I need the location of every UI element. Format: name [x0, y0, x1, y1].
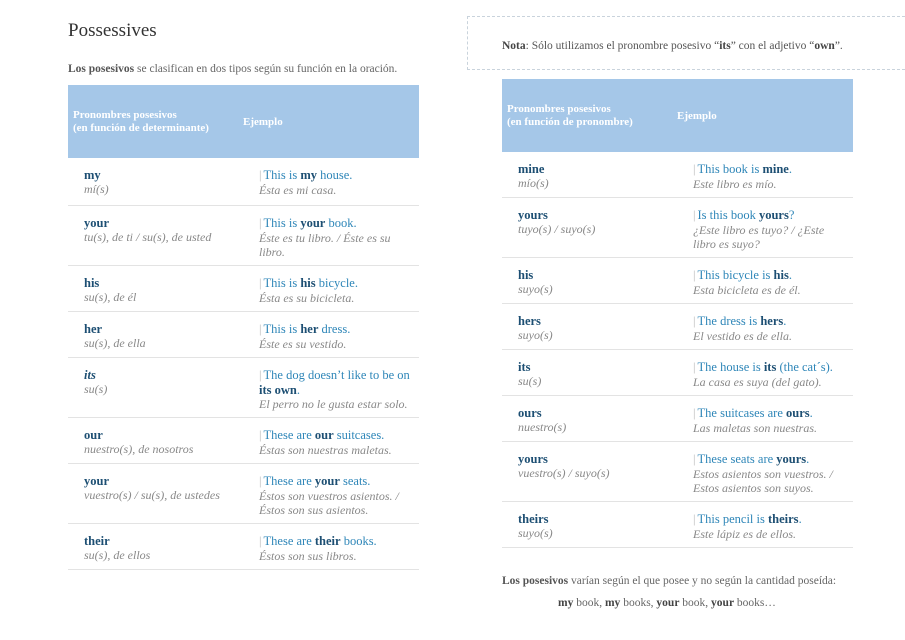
table-header	[502, 79, 853, 152]
example-possessive: my	[558, 597, 574, 609]
pronoun-translation: su(s), de ella	[84, 336, 146, 350]
example-sentence	[693, 314, 847, 329]
example-translation: El vestido es de ella.	[693, 328, 792, 343]
pronoun: his	[518, 268, 534, 282]
example-noun: book,	[573, 597, 605, 609]
pronoun-translation: su(s), de ellos	[84, 548, 151, 562]
example-sentence	[693, 406, 847, 421]
page-title: Possessives	[68, 20, 157, 41]
bullet-bar-icon: |	[259, 168, 262, 182]
example-sentence	[693, 268, 847, 283]
pronoun-translation: su(s)	[84, 382, 108, 396]
example-cell	[693, 268, 853, 303]
pronoun-cell	[68, 474, 259, 523]
header-pronouns	[68, 109, 243, 135]
table-body	[68, 158, 419, 570]
bullet-bar-icon: |	[693, 406, 696, 420]
pronoun-translation: su(s), de él	[84, 290, 137, 304]
example-noun: books,	[620, 597, 657, 609]
example-text: This is	[263, 168, 301, 182]
bullet-bar-icon: |	[259, 534, 262, 548]
table-row	[68, 524, 419, 570]
pronoun-cell	[68, 322, 259, 357]
table-row	[68, 266, 419, 312]
example-translation: ¿Este libro es tuyo? / ¿Este libro es suyo?	[693, 222, 825, 251]
example-sentence	[259, 474, 413, 489]
example-cell	[259, 368, 419, 417]
bullet-bar-icon: |	[259, 322, 262, 336]
example-possessive: hers	[760, 314, 784, 328]
header-line: Pronombres posesivos	[507, 102, 611, 115]
example-cell	[259, 428, 419, 463]
example-text: This is	[263, 322, 301, 336]
pronoun-translation: suyo(s)	[518, 526, 553, 540]
bullet-bar-icon: |	[259, 368, 262, 382]
pronoun: our	[84, 428, 103, 442]
pronoun-cell	[68, 216, 259, 265]
example-cell	[693, 452, 853, 501]
example-possessive: mine	[762, 162, 789, 176]
bullet-bar-icon: |	[693, 268, 696, 282]
pronoun-translation: tuyo(s) / suyo(s)	[518, 222, 596, 236]
note-text	[502, 40, 843, 52]
bottom-note-bold: Los posesivos	[502, 575, 569, 587]
example-sentence	[259, 168, 413, 183]
pronoun: their	[84, 534, 110, 548]
bullet-bar-icon: |	[259, 216, 262, 230]
pronoun-cell	[502, 268, 693, 303]
pronoun-possessives-table	[502, 79, 853, 548]
pronoun: his	[84, 276, 100, 290]
example-cell	[259, 534, 419, 569]
pronoun: my	[84, 168, 101, 182]
example-text: (the cat´s).	[776, 360, 833, 374]
example-text: book.	[325, 216, 357, 230]
example-text: This is	[263, 216, 301, 230]
example-cell	[259, 276, 419, 311]
example-translation: La casa es suya (del gato).	[693, 374, 822, 389]
example-text: .	[788, 268, 792, 282]
example-text: The house is	[697, 360, 764, 374]
example-text: seats.	[339, 474, 371, 488]
example-translation: Este libro es mío.	[693, 176, 777, 191]
pronoun-cell	[68, 534, 259, 569]
example-cell	[259, 216, 419, 265]
example-translation: El perro no le gusta estar solo.	[259, 397, 408, 411]
example-possessive: your	[656, 597, 680, 609]
example-sentence	[259, 276, 413, 291]
example-possessive: his	[300, 276, 316, 290]
table-row	[502, 198, 853, 258]
bullet-bar-icon: |	[693, 452, 696, 466]
table-row	[68, 206, 419, 266]
pronoun: yours	[518, 452, 548, 466]
example-possessive: your	[300, 216, 326, 230]
example-cell	[693, 314, 853, 349]
example-sentence	[259, 216, 413, 231]
example-possessive: ours	[786, 406, 810, 420]
header-line: (en función de pronombre)	[507, 115, 633, 128]
bullet-bar-icon: |	[259, 276, 262, 290]
example-possessive: your	[314, 474, 340, 488]
example-translation: Las maletas son nuestras.	[693, 420, 818, 435]
example-sentence	[693, 360, 847, 375]
example-cell	[693, 162, 853, 197]
note-label: Nota	[502, 40, 526, 52]
bullet-bar-icon: |	[259, 428, 262, 442]
pronoun: your	[84, 216, 109, 230]
pronoun: its	[518, 360, 531, 374]
pronoun: mine	[518, 162, 545, 176]
example-text: .	[296, 382, 300, 397]
bottom-note-rest: varían según el que posee y no según la cantidad poseída:	[568, 575, 837, 587]
example-text: The suitcases are	[697, 406, 787, 420]
example-noun: book,	[679, 597, 712, 609]
pronoun-translation: tu(s), de ti / su(s), de usted	[84, 230, 212, 244]
example-translation: Éste es su vestido.	[259, 336, 347, 351]
pronoun-cell	[68, 368, 259, 417]
intro-rest: se clasifican en dos tipos según su función en la oración.	[134, 63, 398, 75]
example-translation: Éste es tu libro. / Éste es su libro.	[259, 230, 391, 259]
example-possessive: our	[314, 428, 334, 442]
table-row	[502, 304, 853, 350]
example-sentence	[693, 452, 847, 467]
example-cell	[693, 208, 853, 257]
example-text: Is this book	[697, 208, 759, 222]
example-cell	[693, 512, 853, 547]
pronoun-translation: vuestro(s) / suyo(s)	[518, 466, 610, 480]
table-row	[68, 158, 419, 206]
intro-text	[68, 63, 397, 75]
bullet-bar-icon: |	[693, 512, 696, 526]
example-sentence	[693, 208, 847, 223]
header-example: Ejemplo	[677, 109, 717, 122]
note-part: ” con el adjetivo “	[730, 40, 815, 52]
example-possessive: your	[711, 597, 735, 609]
example-text: This book is	[697, 162, 763, 176]
table-row	[502, 258, 853, 304]
pronoun: theirs	[518, 512, 549, 526]
table-body	[502, 152, 853, 548]
example-cell	[259, 322, 419, 357]
example-text: This pencil is	[697, 512, 768, 526]
example-possessive: its	[763, 360, 777, 374]
example-translation: Este lápiz es de ellos.	[693, 526, 796, 541]
example-possessive: my	[300, 168, 317, 182]
example-translation: Esta bicicleta es de él.	[693, 282, 801, 297]
pronoun-translation: nuestro(s)	[518, 420, 567, 434]
example-text: These are	[263, 428, 315, 442]
bullet-bar-icon: |	[259, 474, 262, 488]
example-translation: Ésta es su bicicleta.	[259, 290, 355, 305]
pronoun-translation: suyo(s)	[518, 328, 553, 342]
example-possessive: her	[300, 322, 319, 336]
header-pronouns	[502, 103, 677, 129]
table-header	[68, 85, 419, 158]
pronoun-translation: su(s)	[518, 374, 542, 388]
example-sentence	[693, 162, 847, 177]
example-sentence	[693, 512, 847, 527]
table-row	[502, 152, 853, 198]
example-text: These are	[263, 474, 315, 488]
bottom-examples	[558, 597, 776, 609]
header-line: Pronombres posesivos	[73, 108, 177, 121]
table-row	[502, 396, 853, 442]
pronoun-cell	[502, 512, 693, 547]
example-translation: Éstas son nuestras maletas.	[259, 442, 392, 457]
example-sentence	[259, 534, 413, 549]
example-possessive: their	[314, 534, 341, 548]
example-noun: books…	[734, 597, 776, 609]
pronoun-translation: vuestro(s) / su(s), de ustedes	[84, 488, 220, 502]
example-possessive: its own	[259, 382, 297, 397]
example-text: This is	[263, 276, 301, 290]
table-row	[502, 350, 853, 396]
example-text: These are	[263, 534, 315, 548]
pronoun-translation: nuestro(s), de nosotros	[84, 442, 194, 456]
example-translation: Éstos son vuestros asientos. / Éstos son sus asientos.	[259, 488, 399, 517]
pronoun-cell	[502, 162, 693, 197]
header-line: (en función de determinante)	[73, 121, 209, 134]
example-cell	[693, 360, 853, 395]
pronoun: your	[84, 474, 109, 488]
table-row	[502, 502, 853, 548]
example-cell	[693, 406, 853, 441]
example-cell	[259, 168, 419, 205]
table-row	[68, 418, 419, 464]
pronoun: yours	[518, 208, 548, 222]
bottom-note	[502, 575, 836, 587]
pronoun: ours	[518, 406, 542, 420]
example-text: The dress is	[697, 314, 761, 328]
example-text: .	[798, 512, 802, 526]
example-text: The dog doesn’t like to be on	[263, 368, 410, 382]
pronoun: her	[84, 322, 103, 336]
pronoun-cell	[502, 314, 693, 349]
note-part: ”.	[834, 40, 843, 52]
intro-bold: Los posesivos	[68, 63, 135, 75]
example-text: dress.	[318, 322, 351, 336]
pronoun-cell	[502, 452, 693, 501]
example-sentence	[259, 368, 413, 397]
example-sentence	[259, 322, 413, 337]
bullet-bar-icon: |	[693, 360, 696, 374]
pronoun-translation: mío(s)	[518, 176, 549, 190]
pronoun-cell	[502, 406, 693, 441]
example-text: suitcases.	[333, 428, 385, 442]
bullet-bar-icon: |	[693, 314, 696, 328]
pronoun: hers	[518, 314, 541, 328]
pronoun-translation: suyo(s)	[518, 282, 553, 296]
example-text: These seats are	[697, 452, 777, 466]
example-text: bicycle.	[315, 276, 358, 290]
example-cell	[259, 474, 419, 523]
example-text: .	[788, 162, 792, 176]
example-translation: Estos asientos son vuestros. / Estos asientos son suyos.	[693, 466, 833, 495]
pronoun-translation: mí(s)	[84, 182, 109, 196]
example-translation: Éstos son sus libros.	[259, 548, 357, 563]
table-row	[68, 358, 419, 418]
determiner-possessives-table	[68, 85, 419, 570]
example-possessive: my	[604, 597, 621, 609]
table-row	[68, 464, 419, 524]
example-possessive: yours	[776, 452, 807, 466]
note-part: : Sólo utilizamos el pronombre posesivo “	[525, 40, 720, 52]
pronoun-cell	[68, 168, 259, 205]
bullet-bar-icon: |	[693, 208, 696, 222]
note-bold: own	[814, 40, 835, 52]
pronoun-cell	[68, 276, 259, 311]
note-bold: its	[719, 40, 731, 52]
example-possessive: his	[773, 268, 789, 282]
header-example: Ejemplo	[243, 115, 283, 128]
example-text: .	[809, 406, 813, 420]
example-possessive: theirs	[768, 512, 799, 526]
table-row	[502, 442, 853, 502]
example-text: .	[783, 314, 787, 328]
pronoun-cell	[502, 360, 693, 395]
example-translation: Ésta es mi casa.	[259, 182, 337, 197]
example-text: ?	[788, 208, 795, 222]
example-text: This bicycle is	[697, 268, 774, 282]
bullet-bar-icon: |	[693, 162, 696, 176]
pronoun: its	[84, 368, 96, 382]
example-sentence	[259, 428, 413, 443]
example-text: books.	[340, 534, 377, 548]
example-possessive: yours	[758, 208, 789, 222]
example-text: .	[806, 452, 810, 466]
table-row	[68, 312, 419, 358]
example-text: house.	[317, 168, 353, 182]
pronoun-cell	[68, 428, 259, 463]
pronoun-cell	[502, 208, 693, 257]
